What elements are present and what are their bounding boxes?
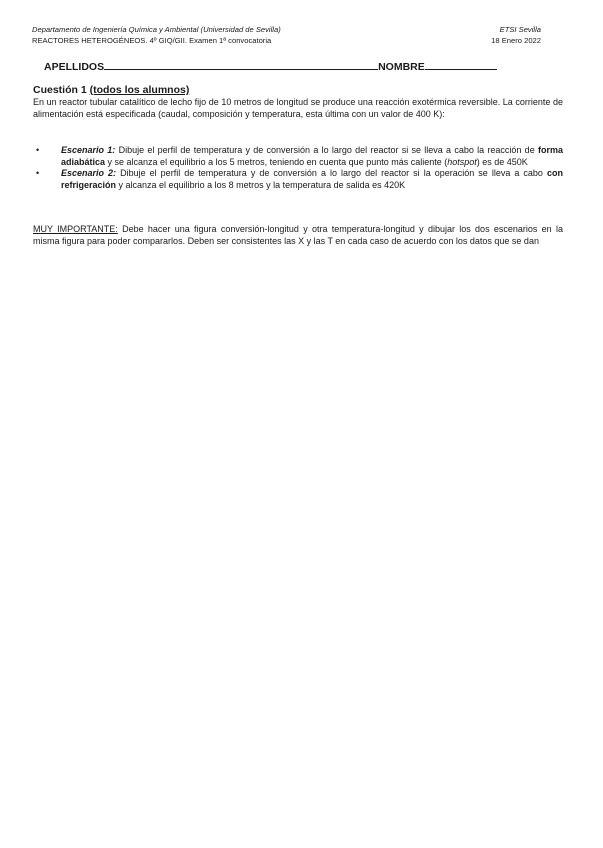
scenario-text: y alcanza el equilibrio a los 8 metros y la temperatura de salida es 420K	[116, 179, 406, 190]
scenario-item	[33, 145, 563, 168]
school-name: ETSI Sevilla	[499, 25, 541, 34]
surname-label: APELLIDOS	[44, 61, 105, 73]
important-note	[33, 224, 563, 247]
name-blank	[425, 58, 497, 70]
bullet-icon: •	[36, 168, 40, 178]
question-title	[33, 84, 189, 96]
question-title-scope: (todos los alumnos)	[89, 84, 190, 96]
bullet-icon: •	[36, 145, 40, 155]
question-intro: En un reactor tubular catalítico de lecho fijo de 10 metros de longitud se produce una reacción exotérmica reversible. La corriente de alimentación está especificada (caudal, composición y temperatura, esta última con un valor de 400 K):	[33, 97, 563, 119]
important-note-text: Debe hacer una figura conversión-longitud y otra temperatura-longitud y dibujar los dos escenarios en la misma figura para poder compararlos. Deben ser consistentes las X y las T en cada caso de acuerdo con los datos que se dan	[33, 224, 563, 246]
scenario-label: Escenario 1:	[61, 145, 116, 155]
surname-blank	[104, 58, 378, 70]
scenario-text: Dibuje el perfil de temperatura y de conversión a lo largo del reactor si se lleva a cabo la reacción de	[115, 145, 538, 155]
department-name: Departamento de Ingeniería Química y Ambiental (Universidad de Sevilla)	[32, 25, 281, 34]
scenario-text: Dibuje el perfil de temperatura y de conversión a lo largo del reactor si la operación se lleva a cabo	[116, 168, 547, 178]
scenario-text: y se alcanza el equilibrio a los 5 metros, teniendo en cuenta que punto más caliente (	[105, 156, 448, 167]
scenario-emphasis: forma adiabática	[61, 145, 563, 167]
course-name: REACTORES HETEROGÉNEOS. 4º GIQ/GII. Examen 1ª convocatoria	[32, 36, 272, 45]
student-identification-line	[44, 58, 497, 73]
scenario-list	[33, 145, 563, 191]
question-title-prefix: Cuestión 1	[33, 84, 90, 96]
scenario-emphasis: con refrigeración	[61, 168, 563, 190]
scenario-item	[33, 168, 563, 191]
document-header-left	[32, 24, 281, 46]
important-note-label: MUY IMPORTANTE:	[33, 224, 118, 234]
scenario-label: Escenario 2:	[61, 168, 117, 178]
scenario-term: hotspot	[447, 156, 477, 167]
document-header-right	[491, 24, 541, 46]
name-label: NOMBRE	[378, 61, 425, 73]
exam-date: 18 Enero 2022	[491, 36, 541, 45]
scenario-text: ) es de 450K	[476, 156, 528, 167]
